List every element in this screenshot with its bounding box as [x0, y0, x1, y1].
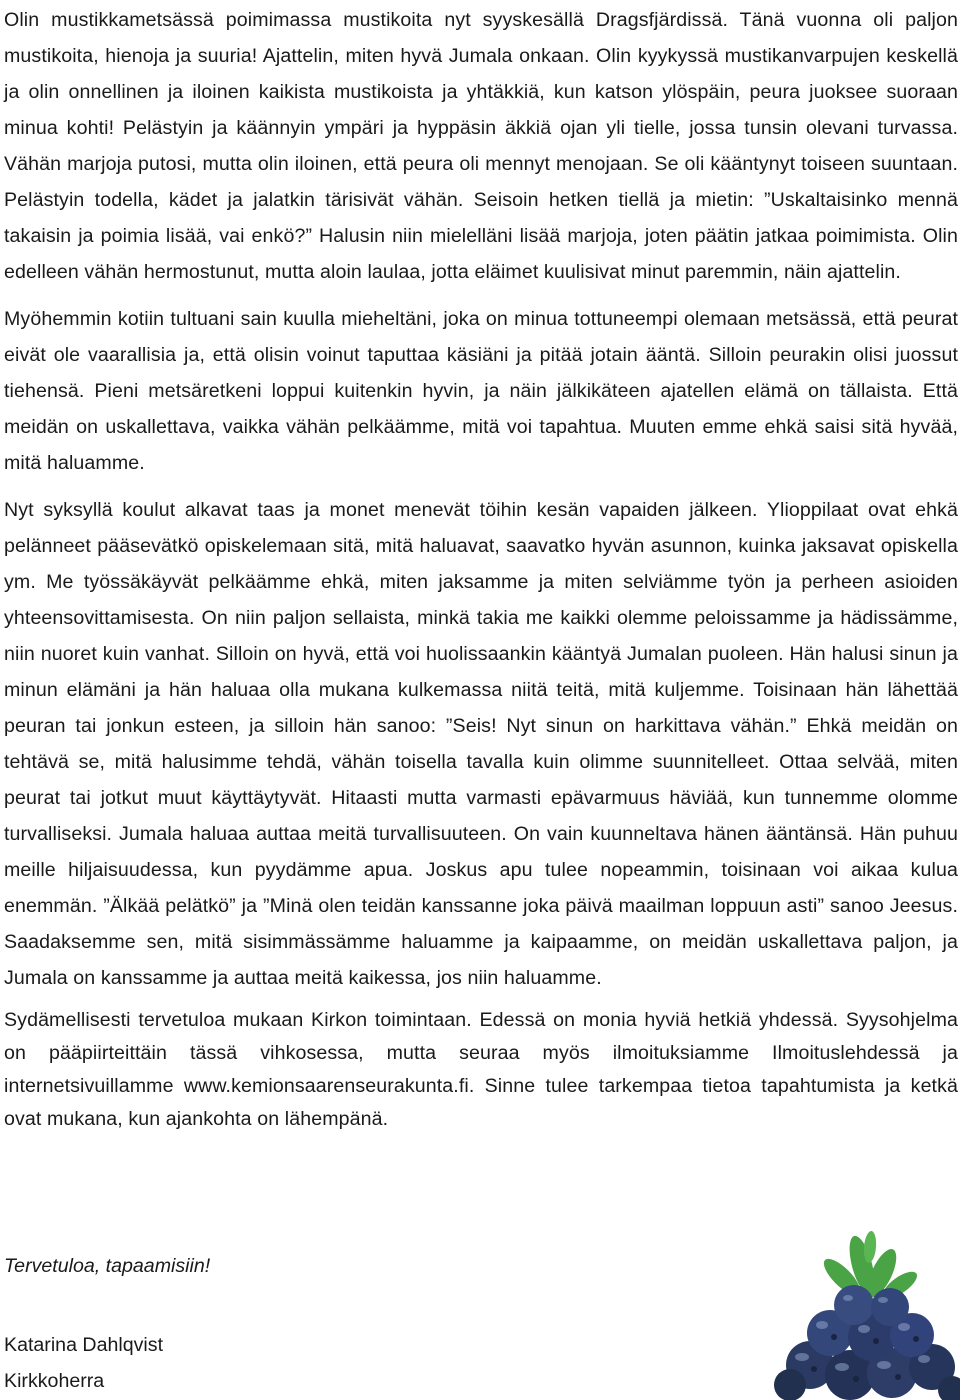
signature-name: Katarina Dahlqvist	[4, 1334, 164, 1356]
blueberries-image	[770, 1225, 960, 1400]
signature-block	[4, 1327, 163, 1399]
greeting: Tervetuloa, tapaamisiin!	[4, 1255, 211, 1277]
leaf-icon	[819, 1231, 921, 1303]
article-body	[4, 0, 958, 1136]
paragraph-autumn-reflection: Nyt syksyllä koulut alkavat taas ja monet menevät töihin kesän vapaiden jälkeen. Ylioppilaat ovat ehkä pelänneet pääsevätkö opiskelemaan sitä, mitä haluavat, saavatko hyvän asunnon, kuinka jaksavat opiskella ym. Me työssäkäyvät pelkäämme ehkä, miten jaksamme ja miten selviämme työn ja perheen asioiden yhteensovittamisesta. On niin paljon sellaista, minkä takia me kaikki olemme peloissamme ja hädissämme, niin nuoret kuin vanhat. Silloin on hyvä, että voi huolissaankin kääntyä Jumalan puoleen. Hän halusi sinun ja minun elämäni ja hän haluaa olla mukana kulkemassa niitä teitä, mitä kuljemme. Toisinaan hän lähettää peuran tai jonkun esteen, ja silloin hän sanoo: ”Seis! Nyt sinun on harkittava vähän.” Ehkä meidän on tehtävä se, mitä halusimme tehdä, vähän toisella tavalla kuin olimme suunnitelleet. Ottaa selvää, miten peurat tai jotkut muut käyttäytyvät. Hitaasti mutta varmasti epävarmuus häviää, kun tunnemme olomme turvalliseksi. Jumala haluaa auttaa meitä turvallisuuteen. On vain kuunneltava hänen ääntänsä. Hän puhuu meille hiljaisuudessa, kun pyydämme apua. Joskus apu tulee nopeammin, toisinaan voi aikaa kulua enemmän. ”Älkää pelätkö” ja ”Minä olen teidän kanssanne joka päivä maailman loppuun asti” sanoo Jeesus. Saadaksemme sen, mitä sisimmässämme haluamme ja kaipaamme, on meidän uskallettava paljon, ja Jumala on kanssamme ja auttaa meitä kaikessa, jos niin haluamme.	[4, 499, 958, 989]
paragraph-husband-advice: Myöhemmin kotiin tultuani sain kuulla mieheltäni, joka on minua tottuneempi olemaan metsässä, että peurat eivät ole vaarallisia ja, että olisin voinut taputtaa käsiäni ja pitää jotain ääntä. Silloin peurakin olisi juossut tiehensä. Pieni metsäretkeni loppui kuitenkin hyvin, ja näin jälkikäteen ajatellen elämä on tällaista. Että meidän on uskallettava, vaikka vähän pelkäämme, mitä voi tapahtua. Muuten emme ehkä saisi sitä hyvää, mitä haluamme.	[4, 308, 958, 474]
signature-title: Kirkkoherra	[4, 1370, 105, 1392]
paragraph-welcome: Sydämellisesti tervetuloa mukaan Kirkon toimintaan. Edessä on monia hyviä hetkiä yhdessä. Syysohjelma on pääpiirteittäin tässä vihkosessa, mutta seuraa myös ilmoituksiamme Ilmoituslehdessä ja internetsivuillamme www.kemionsaarenseurakunta.fi. Sinne tulee tarkempaa tietoa tapahtumista ja ketkä ovat mukana, kun ajankohta on lähempänä.	[4, 1009, 958, 1130]
paragraph-blueberry-forest: Olin mustikkametsässä poimimassa mustikoita nyt syyskesällä Dragsfjärdissä. Tänä vuonna oli paljon mustikoita, hienoja ja suuria! Ajattelin, miten hyvä Jumala onkaan. Olin kyykyssä mustikanvarpujen keskellä ja olin onnellinen ja iloinen kaikista mustikoista ja yhtäkkiä, kun katson ylöspäin, peura juoksee suoraan minua kohti! Pelästyin ja käännyin ympäri ja hyppäsin äkkiä ojan yli tielle, jossa tunsin olevani turvassa. Vähän marjoja putosi, mutta olin iloinen, että peura oli mennyt menojaan. Se oli kääntynyt toiseen suuntaan. Pelästyin todella, kädet ja jalatkin tärisivät vähän. Seisoin hetken tiellä ja mietin: ”Uskaltaisinko mennä takaisin ja poimia lisää, vai enkö?” Halusin niin mielelläni lisää marjoja, joten päätin jatkaa poimimista. Olin edelleen vähän hermostunut, mutta aloin laulaa, jotta eläimet kuulisivat minut paremmin, näin ajattelin.	[4, 9, 958, 283]
berry-cluster-icon	[774, 1285, 960, 1400]
